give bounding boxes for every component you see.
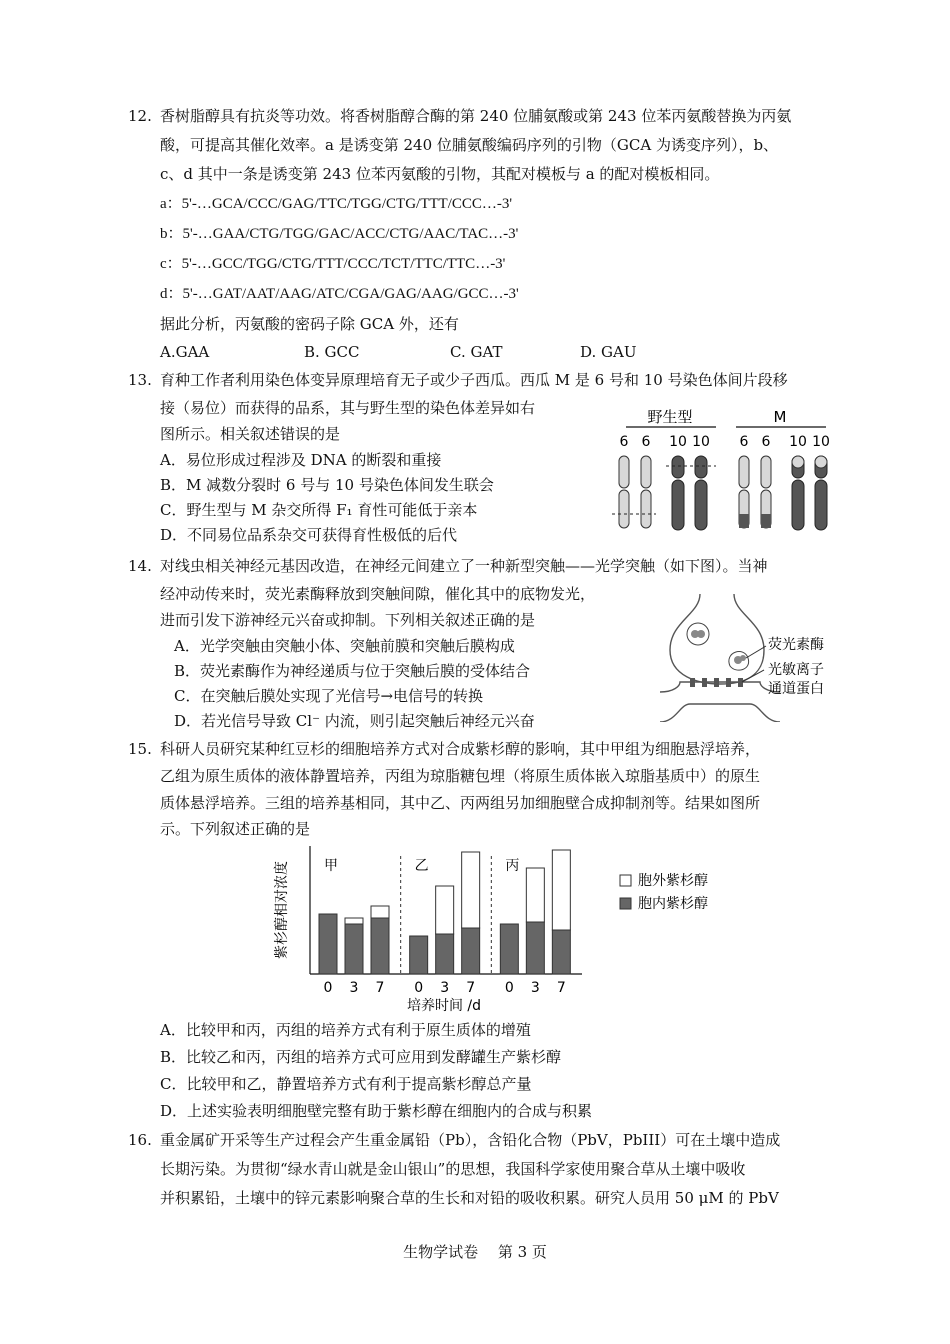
question-stem-line: 长期污染。为贯彻“绿水青山就是金山银山”的思想，我国科学家使用聚合草从土壤中吸收 — [160, 1160, 746, 1178]
primer-sequence-c: c：5'-…GCC/TGG/CTG/TTT/CCC/TCT/TTC/TTC…-3' — [160, 256, 506, 272]
option-d[interactable]: D．若光信号导致 Cl⁻ 内流，则引起突触后神经元兴奋 — [174, 712, 535, 730]
question-stem-line: 科研人员研究某种红豆杉的细胞培养方式对合成紫杉醇的影响，其中甲组为细胞悬浮培养， — [160, 740, 761, 758]
chromosome-number: 6 — [739, 434, 749, 450]
chromosome-number: 6 — [619, 434, 629, 450]
option-b[interactable]: B．M 减数分裂时 6 号与 10 号染色体间发生联会 — [160, 476, 494, 494]
chromosome-10-translocated — [792, 456, 804, 530]
chromosome-10 — [695, 456, 707, 530]
option-d[interactable]: D．不同易位品系杂交可获得育性极低的后代 — [160, 526, 458, 544]
x-tick-label: 3 — [440, 980, 450, 996]
y-axis-label: 紫杉醇相对浓度 — [274, 861, 290, 959]
x-tick-label: 0 — [414, 980, 424, 996]
question-16 — [128, 1130, 840, 1220]
primer-sequence-b: b：5'-…GAA/CTG/TGG/GAC/ACC/CTG/AAC/TAC…-3' — [160, 226, 519, 242]
option-b[interactable]: B．比较乙和丙，丙组的培养方式可应用到发酵罐生产紫杉醇 — [160, 1048, 562, 1066]
option-c[interactable]: C. GAT — [450, 343, 503, 361]
chromosome-number: 10 — [812, 434, 830, 450]
wild-type-label: 野生型 — [647, 408, 693, 426]
bar-segment — [410, 936, 428, 974]
label-luciferase: 荧光素酶 — [768, 637, 824, 653]
question-stem-line: 并积累铅，土壤中的锌元素影响聚合草的生长和对铅的吸收积累。研究人员用 50 μM 的 PbV — [160, 1189, 779, 1207]
chromosome-6 — [641, 456, 651, 528]
x-axis-label: 培养时间 /d — [406, 998, 482, 1014]
question-stem-line: 香树脂醇具有抗炎等功效。将香树脂醇合酶的第 240 位脯氨酸或第 243 位苯丙氨酸替换为丙氨 — [160, 107, 792, 125]
bar-segment — [436, 934, 454, 974]
bar-segment — [462, 852, 480, 928]
x-tick-label: 7 — [375, 980, 385, 996]
option-c[interactable]: C．野生型与 M 杂交所得 F₁ 育性可能低于亲本 — [160, 501, 478, 519]
chromosome-6-translocated — [739, 456, 749, 528]
x-tick-label: 7 — [466, 980, 476, 996]
question-12 — [128, 106, 840, 366]
group-label: 丙 — [505, 858, 520, 874]
bar-segment — [319, 914, 337, 974]
vesicle — [687, 623, 709, 645]
bar-segment — [462, 928, 480, 974]
option-a[interactable]: A．光学突触由突触小体、突触前膜和突触后膜构成 — [174, 637, 515, 655]
bar-segment — [552, 850, 570, 930]
chromosome-figure — [608, 402, 838, 542]
chart-marks — [310, 846, 582, 996]
bar-segment — [526, 922, 544, 974]
question-stem-line: 质体悬浮培养。三组的培养基相同，其中乙、丙两组另加细胞壁合成抑制剂等。结果如图所 — [160, 794, 761, 812]
option-d[interactable]: D. GAU — [580, 343, 637, 361]
question-number: 12. — [128, 107, 152, 125]
question-ask: 据此分析，丙氨酸的密码子除 GCA 外，还有 — [160, 315, 459, 333]
bar-segment — [436, 886, 454, 934]
chromosome-10 — [672, 456, 684, 530]
chromosome-10-translocated — [815, 456, 827, 530]
x-tick-label: 3 — [530, 980, 540, 996]
x-tick-label: 0 — [323, 980, 333, 996]
question-stem-line: 示。下列叙述正确的是 — [160, 820, 311, 838]
presynaptic-terminal — [670, 594, 764, 684]
chromosome-number: 10 — [669, 434, 687, 450]
postsynaptic-membrane-lower — [660, 704, 780, 722]
chromosome-number: 10 — [789, 434, 807, 450]
primer-sequence-a: a：5'-…GCA/CCC/GAG/TTC/TGG/CTG/TTT/CCC…-3' — [160, 196, 513, 212]
chromosome-number: 6 — [641, 434, 651, 450]
bar-segment — [371, 918, 389, 974]
bar-segment — [345, 924, 363, 974]
x-tick-label: 3 — [349, 980, 359, 996]
bar-segment — [526, 868, 544, 922]
legend-extracellular: 胞外紫杉醇 — [638, 873, 708, 889]
question-stem-line: 乙组为原生质体的液体静置培养，丙组为琼脂糖包埋（将原生质体嵌入琼脂基质中）的原生 — [160, 767, 761, 785]
chromosome-6 — [619, 456, 629, 528]
legend-intracellular: 胞内紫杉醇 — [638, 896, 708, 912]
option-a[interactable]: A.GAA — [160, 343, 210, 361]
question-stem-line: 经冲动传来时，荧光素酶释放到突触间隙，催化其中的底物发光， — [160, 585, 596, 603]
page-footer: 生物学试卷 第 3 页 — [403, 1243, 547, 1261]
question-stem-line: 图所示。相关叙述错误的是 — [160, 425, 341, 443]
bar-segment — [500, 924, 518, 974]
question-15-options — [128, 1020, 840, 1130]
option-d[interactable]: D．上述实验表明细胞壁完整有助于紫杉醇在细胞内的合成与积累 — [160, 1102, 593, 1120]
chromosome-number: 6 — [761, 434, 771, 450]
option-c[interactable]: C．在突触后膜处实现了光信号→电信号的转换 — [174, 687, 484, 705]
question-number: 15. — [128, 740, 152, 758]
question-stem-line: 育种工作者利用染色体变异原理培育无子或少子西瓜。西瓜 M 是 6 号和 10 号染色体间片段移 — [160, 371, 788, 389]
label-channel-line1: 光敏离子 — [768, 662, 824, 678]
option-b[interactable]: B．荧光素酶作为神经递质与位于突触后膜的受体结合 — [174, 662, 531, 680]
option-b[interactable]: B. GCC — [304, 343, 360, 361]
question-15 — [128, 739, 840, 849]
bar-segment — [371, 906, 389, 918]
chart-legend — [620, 872, 708, 912]
question-stem-line: 接（易位）而获得的品系，其与野生型的染色体差异如右 — [160, 399, 536, 417]
question-stem-line: c、d 其中一条是诱变第 243 位苯丙氨酸的引物，其配对模板与 a 的配对模板相同。 — [160, 165, 720, 183]
question-stem-line: 重金属矿开采等生产过程会产生重金属铅（Pb），含铅化合物（PbV，PbIII）可在土壤中造成 — [160, 1131, 781, 1149]
chromosome-number: 10 — [692, 434, 710, 450]
bar-segment — [552, 930, 570, 974]
x-tick-label: 7 — [556, 980, 566, 996]
option-c[interactable]: C．比较甲和乙，静置培养方式有利于提高紫杉醇总产量 — [160, 1075, 532, 1093]
x-tick-label: 0 — [504, 980, 514, 996]
label-channel-line2: 通道蛋白 — [768, 681, 824, 697]
primer-sequence-d: d：5'-…GAT/AAT/AAG/ATC/CGA/GAG/AAG/GCC…-3' — [160, 286, 519, 302]
option-a[interactable]: A．比较甲和丙，丙组的培养方式有利于原生质体的增殖 — [160, 1021, 531, 1039]
group-label: 乙 — [414, 858, 429, 874]
question-number: 16. — [128, 1131, 152, 1149]
chromosome-6-translocated — [761, 456, 771, 528]
m-label: M — [773, 408, 787, 426]
optical-synapse-figure — [660, 592, 850, 722]
taxol-bar-chart — [266, 842, 746, 1022]
question-stem-line: 对线虫相关神经元基因改造，在神经元间建立了一种新型突触——光学突触（如下图）。当神 — [160, 557, 768, 575]
question-stem-line: 酸，可提高其催化效率。a 是诱变第 240 位脯氨酸编码序列的引物（GCA 为诱变序列），b、 — [160, 136, 779, 154]
question-number: 13. — [128, 371, 152, 389]
question-number: 14. — [128, 557, 152, 575]
option-a[interactable]: A．易位形成过程涉及 DNA 的断裂和重接 — [160, 451, 442, 469]
bar-segment — [345, 918, 363, 924]
group-label: 甲 — [324, 858, 338, 874]
vesicle-release — [729, 652, 749, 671]
question-stem-line: 进而引发下游神经元兴奋或抑制。下列相关叙述正确的是 — [160, 611, 536, 629]
